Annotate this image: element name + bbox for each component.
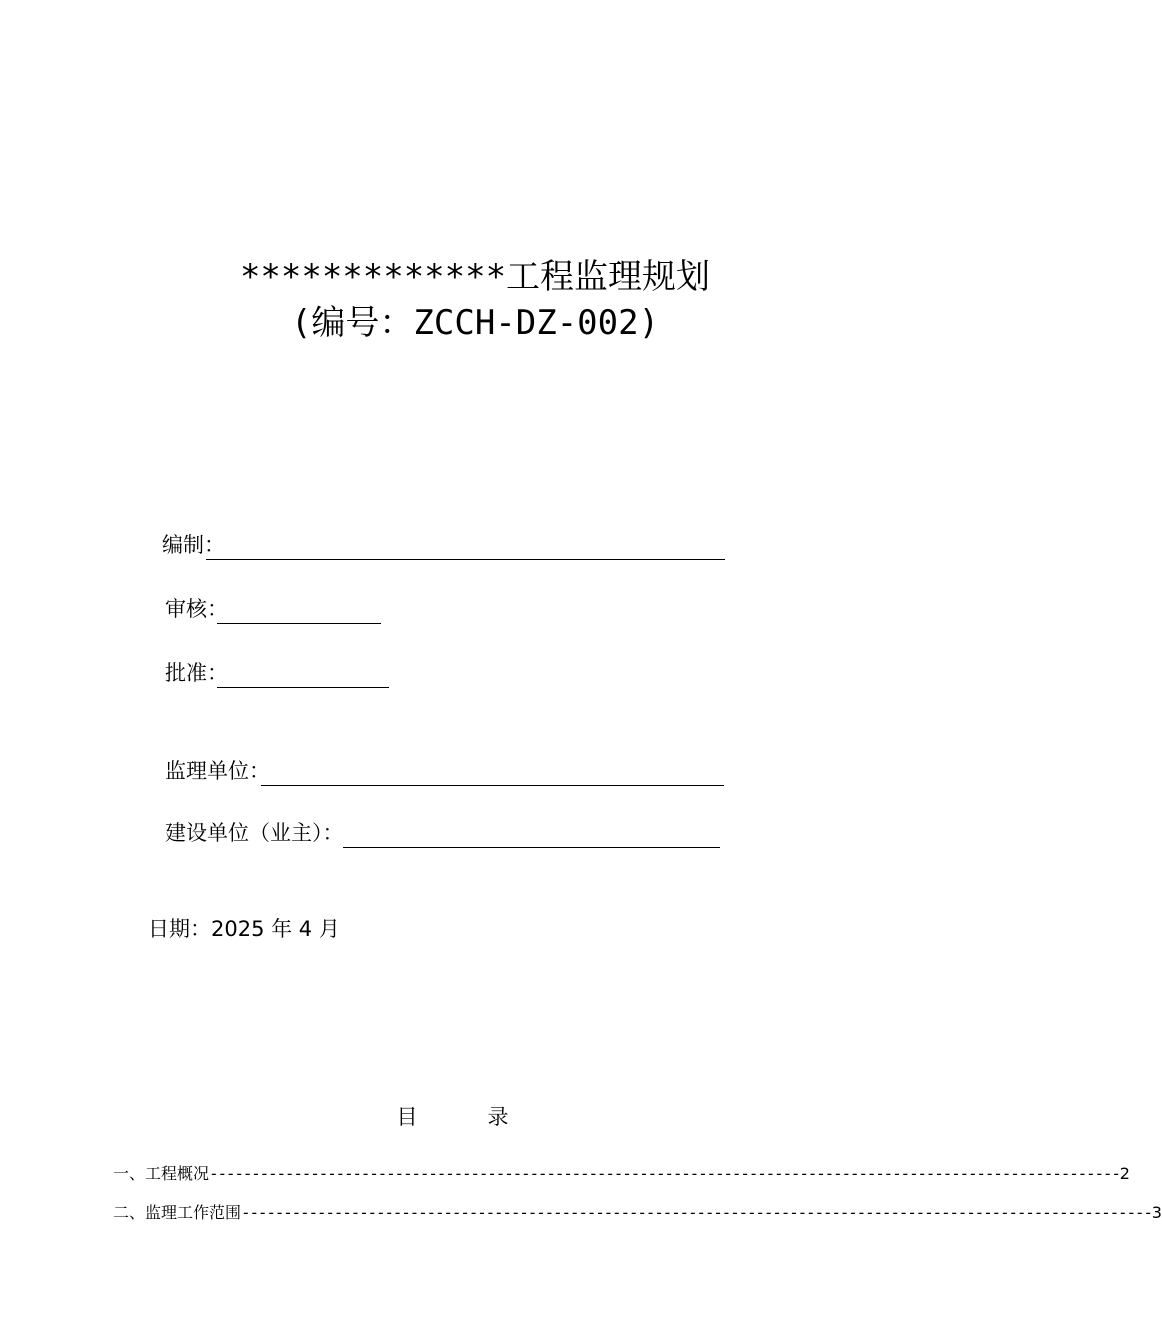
field-jianli-danwei-underline [261, 785, 724, 786]
toc-item-page: 2 [1119, 1164, 1130, 1183]
toc-item-label: 二、监理工作范围 [113, 1203, 242, 1222]
toc-item[interactable] [113, 1199, 1162, 1238]
field-pizhun-underline [217, 687, 389, 688]
field-jianshe-danwei [165, 818, 725, 852]
field-bianzhi [162, 530, 727, 564]
field-jianshe-danwei-underline [343, 847, 720, 848]
document-number: (编号：ZCCH-DZ-002) [290, 303, 660, 343]
field-jianli-danwei-label: 监理单位： [165, 759, 270, 783]
toc-item[interactable] [113, 1160, 1130, 1199]
toc-list [113, 1160, 1162, 1238]
toc-item-label: 一、工程概况 [113, 1164, 210, 1183]
toc-title: 目录 [396, 1105, 579, 1129]
field-pizhun [165, 658, 395, 692]
field-jianli-danwei [165, 756, 730, 790]
field-shenhe-label: 审核： [165, 597, 228, 621]
toc-item-leader: ------------------------------------------------------------------------------------------------------------ [209, 1164, 1120, 1183]
field-bianzhi-underline [206, 559, 725, 560]
toc-item-leader: ------------------------------------------------------------------------------------------------------------ [241, 1203, 1152, 1222]
field-shenhe-underline [217, 623, 381, 624]
field-jianshe-danwei-label: 建设单位（业主）： [165, 821, 344, 845]
toc-item-page: 3 [1151, 1203, 1162, 1222]
field-shenhe [165, 594, 385, 628]
document-date: 日期：2025 年 4 月 [148, 917, 340, 941]
field-pizhun-label: 批准： [165, 661, 228, 685]
document-title: *************工程监理规划 [239, 257, 711, 297]
field-bianzhi-label: 编制： [162, 533, 225, 557]
